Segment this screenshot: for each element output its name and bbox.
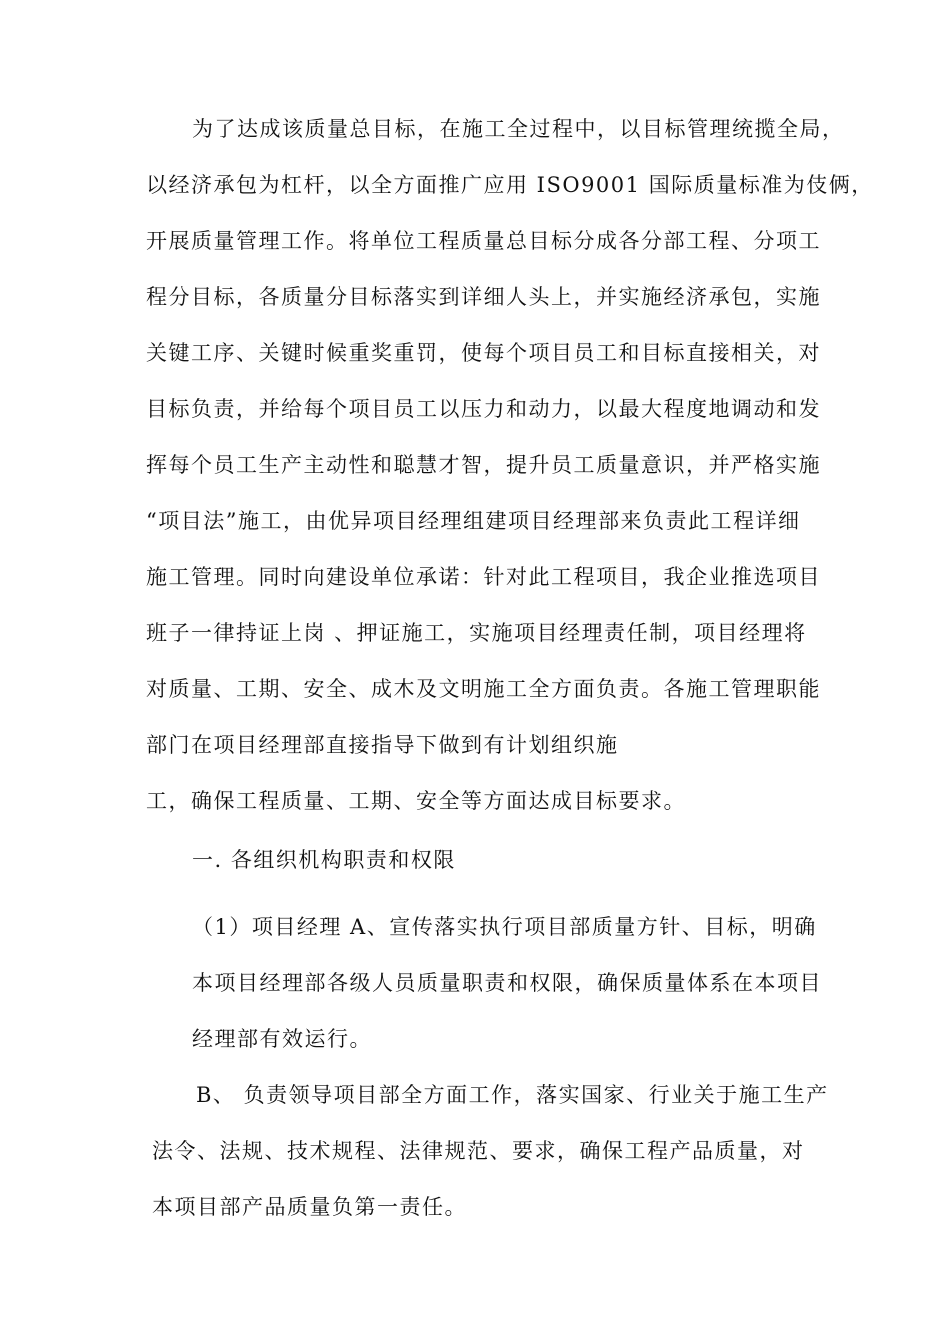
text-line: 以经济承包为杠杆，以全方面推广应用 ISO9001 国际质量标准为伎俩， bbox=[146, 173, 874, 197]
text-line: 对质量、工期、安全、成木及文明施工全方面负责。各施工管理职能 bbox=[146, 677, 821, 701]
text-line: 部门在项目经理部直接指导下做到有计划组织施 bbox=[146, 733, 619, 757]
text-line: 班子一律持证上岗 、押证施工，实施项目经理责任制，项目经理将 bbox=[146, 621, 807, 645]
text-line: 开展质量管理工作。将单位工程质量总目标分成各分部工程、分项工 bbox=[146, 229, 821, 253]
text-line: 本项目部产品质量负第一责任。 bbox=[152, 1195, 467, 1219]
text-line: “项目法”施工，由优异项目经理组建项目经理部来负责此工程详细 bbox=[146, 509, 801, 533]
section-heading: 一. 各组织机构职责和权限 bbox=[192, 848, 456, 872]
text-line: 为了达成该质量总目标，在施工全过程中，以目标管理统揽全局， bbox=[192, 117, 845, 141]
text-line: 本项目经理部各级人员质量职责和权限，确保质量体系在本项目 bbox=[192, 971, 822, 995]
text-line: 工，确保工程质量、工期、安全等方面达成目标要求。 bbox=[146, 789, 686, 813]
text-line: 程分目标，各质量分目标落实到详细人头上，并实施经济承包，实施 bbox=[146, 285, 821, 309]
text-line: （1）项目经理 A、宣传落实执行项目部质量方针、目标，明确 bbox=[192, 915, 817, 939]
text-line: 施工管理。同时向建设单位承诺：针对此工程项目，我企业推选项目 bbox=[146, 565, 821, 589]
text-line: 关键工序、关键时候重奖重罚，使每个项目员工和目标直接相关，对 bbox=[146, 341, 821, 365]
text-line: 经理部有效运行。 bbox=[192, 1027, 372, 1051]
text-line: B、 负责领导项目部全方面工作，落实国家、行业关于施工生产 bbox=[196, 1083, 829, 1107]
text-line: 目标负责，并给每个项目员工以压力和动力，以最大程度地调动和发 bbox=[146, 397, 821, 421]
text-line: 挥每个员工生产主动性和聪慧才智，提升员工质量意识，并严格实施 bbox=[146, 453, 821, 477]
text-line: 法令、法规、技术规程、法律规范、要求，确保工程产品质量，对 bbox=[152, 1139, 805, 1163]
